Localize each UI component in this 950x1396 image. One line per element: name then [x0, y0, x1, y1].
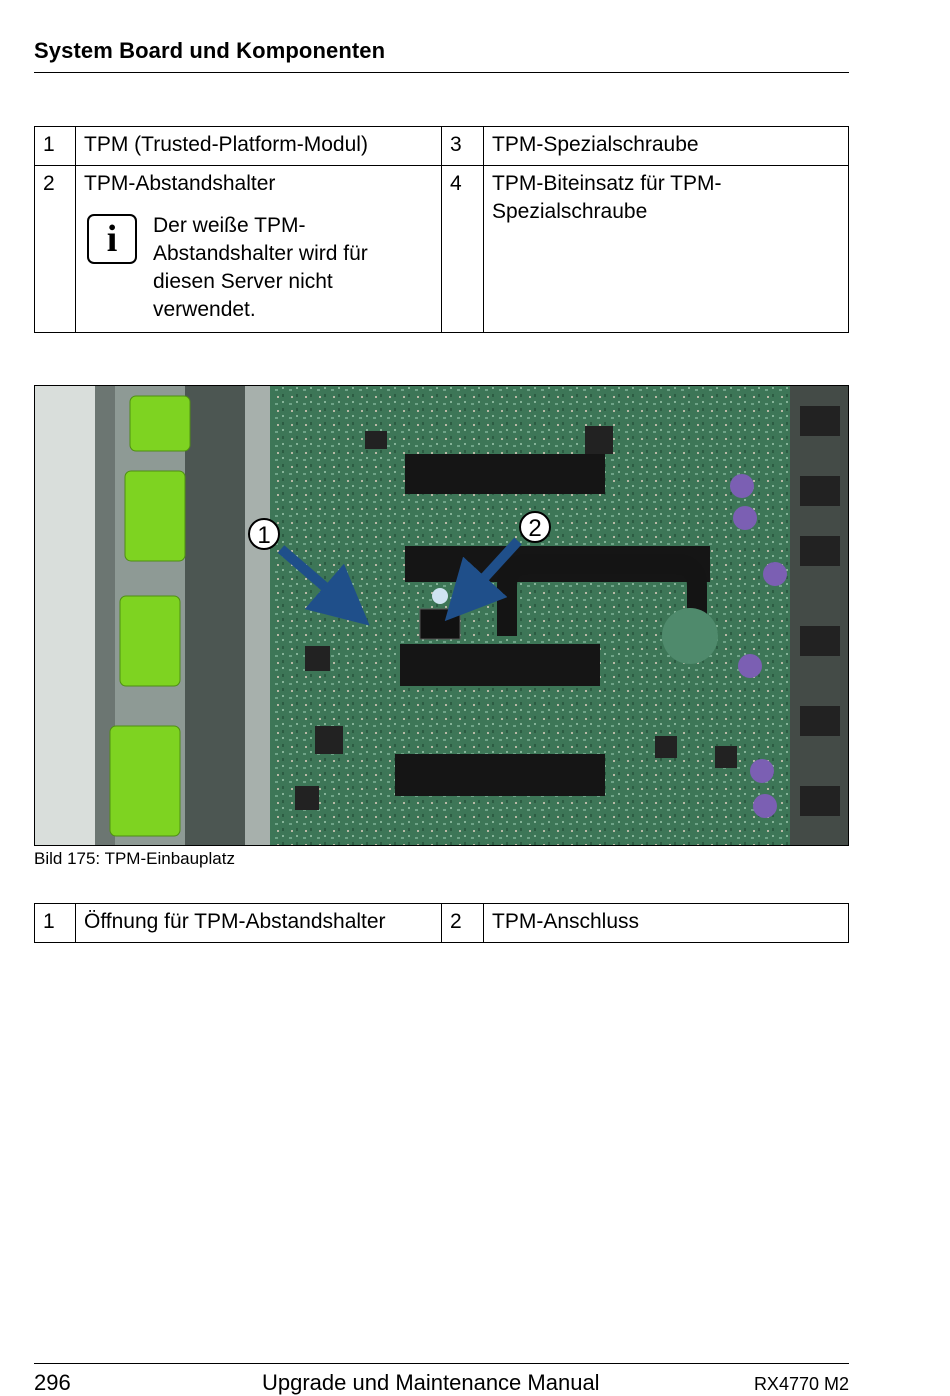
legend-table-bottom [34, 903, 849, 943]
tpm-location-photo [34, 385, 849, 846]
info-icon: i [87, 214, 137, 264]
callout-label: 2 [528, 515, 542, 542]
legend-text: Öffnung für TPM-Abstandshalter [76, 904, 442, 943]
legend-number: 3 [442, 127, 484, 166]
legend-number: 4 [442, 166, 484, 333]
legend-number: 2 [35, 166, 76, 333]
legend-cell-with-note [76, 166, 442, 333]
info-note-text: Der weiße TPM-Abstandshalter wird für diesen Server nicht verwendet. [153, 214, 368, 321]
legend-text: TPM-Anschluss [484, 904, 849, 943]
callout-badge-2 [520, 512, 550, 542]
legend-row [35, 127, 849, 166]
callout-label: 1 [257, 522, 271, 549]
legend-number: 1 [35, 904, 76, 943]
callout-badge-1 [249, 519, 279, 549]
model-name: RX4770 M2 [753, 1374, 849, 1394]
header-divider [34, 72, 849, 73]
page-header-title: System Board und Komponenten [34, 38, 386, 63]
legend-number: 1 [35, 127, 76, 166]
legend-text: TPM-Spezialschraube [484, 127, 849, 166]
manual-title: Upgrade und Maintenance Manual [262, 1370, 600, 1395]
info-note [84, 212, 433, 324]
legend-number: 2 [442, 904, 484, 943]
legend-text: TPM-Abstandshalter [84, 172, 276, 195]
legend-table-top [34, 126, 849, 333]
legend-row [35, 166, 849, 333]
footer-divider [34, 1363, 849, 1364]
legend-row [35, 904, 849, 943]
legend-text: TPM-Biteinsatz für TPM-Spezialschraube [484, 166, 849, 333]
legend-text: TPM (Trusted-Platform-Modul) [76, 127, 442, 166]
figure-caption: Bild 175: TPM-Einbauplatz [34, 849, 235, 868]
page-number: 296 [34, 1370, 71, 1395]
